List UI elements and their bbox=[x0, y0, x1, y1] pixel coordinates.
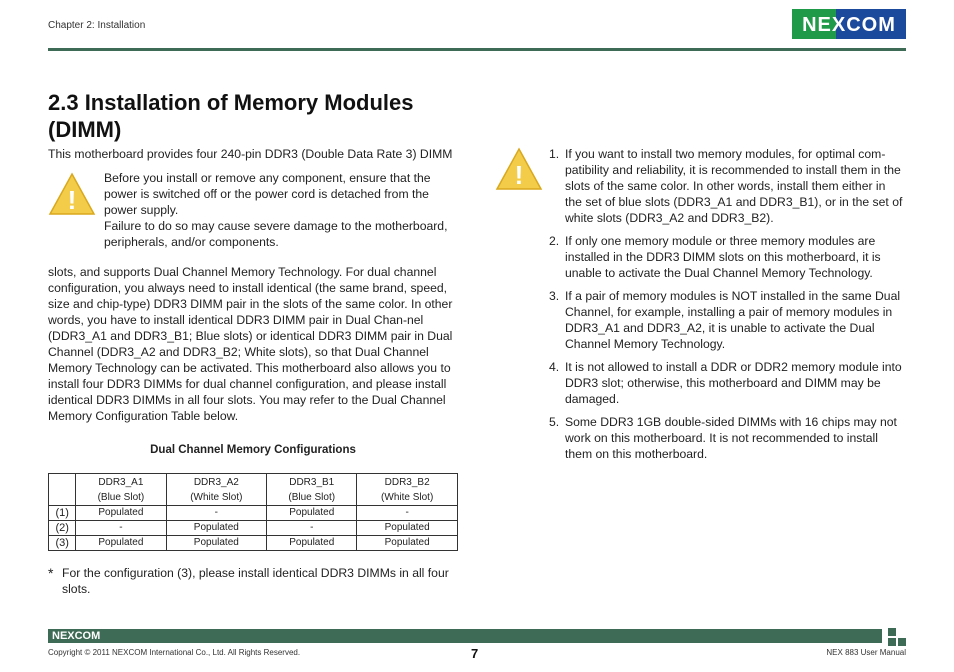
table-cell: - bbox=[76, 521, 166, 536]
table-row bbox=[49, 506, 458, 521]
list-item bbox=[549, 288, 905, 352]
header-cell bbox=[76, 474, 166, 506]
table-cell: - bbox=[166, 506, 267, 521]
copyright-text: Copyright © 2011 NEXCOM International Co., Ltd. All Rights Reserved. bbox=[48, 648, 301, 657]
table-cell: - bbox=[267, 521, 357, 536]
notes-list bbox=[549, 146, 905, 469]
header-color: (Blue Slot) bbox=[97, 491, 145, 503]
header-color: (White Slot) bbox=[190, 491, 243, 503]
header-slot: DDR3_B1 bbox=[289, 476, 335, 488]
header-cell bbox=[357, 474, 458, 506]
corner-squares-icon bbox=[888, 628, 906, 646]
footer-logo: NEXCOM bbox=[52, 630, 101, 642]
header-slot: DDR3_A2 bbox=[193, 476, 239, 488]
page-title: 2.3 Installation of Memory Modules (DIMM) bbox=[48, 90, 414, 142]
memory-config-table bbox=[48, 473, 458, 551]
table-title: Dual Channel Memory Configurations bbox=[150, 444, 356, 456]
list-text: If a pair of memory modules is NOT installed in the same Dual Channel, for example, installing a pair of memory modules in DDR3_A1 and DDR3_A2, it is unable to activate the Dual Channel Memory Technology. bbox=[565, 289, 901, 351]
table-header-row bbox=[49, 474, 458, 506]
list-text: It is not allowed to install a DDR or DDR2 memory module into DDR3 slot; otherwise, this motherboard and DIMM may be damaged. bbox=[565, 360, 902, 406]
table-cell: Populated bbox=[166, 521, 267, 536]
list-item bbox=[549, 359, 905, 407]
row-label: (1) bbox=[49, 506, 76, 521]
table-cell: Populated bbox=[76, 506, 166, 521]
main-paragraph: slots, and supports Dual Channel Memory Technology. For dual channel configuration, you always need to install identical (the same brand, speed, size and chip-type) DDR3 DIMM pair in the slots of the same color. In other words, you have to install identical DDR3 DIMM pair in Dual Chan-nel (DDR3_A1 and DDR3_B1; Blue slots) or identical DDR3 DIMM pair in Dual Channel (DDR3_A2 and DDR3_B2; White slots), so that Dual Channel Memory Technology can be activated. This motherboard also allows you to install four DDR3 DIMMs for dual channel configuration, and please install identical DDR3 DIMMs in all four slots. You may refer to the Dual Channel Memory Configuration Table below. bbox=[48, 265, 453, 423]
list-number: 4. bbox=[549, 360, 560, 374]
list-item bbox=[549, 146, 905, 226]
manual-name: NEX 883 User Manual bbox=[826, 648, 906, 657]
row-label: (2) bbox=[49, 521, 76, 536]
table-row bbox=[49, 536, 458, 551]
table-corner-cell bbox=[49, 474, 76, 506]
list-number: 2. bbox=[549, 234, 560, 248]
list-text: If you want to install two memory modules, for optimal com-patibility and reliability, it is recommended to install them in the slots of the same color. In other words, install them either in the set of blue slots (DDR3_A1 and DDR3_B1), or in the set of white slots (DDR3_A2 and DDR3_B2). bbox=[565, 147, 903, 225]
table-cell: Populated bbox=[267, 506, 357, 521]
list-item bbox=[549, 414, 905, 462]
list-text: If only one memory module or three memory modules are installed in the DDR3 DIMM slots on this motherboard, it is unable to activate the Dual Channel Memory Technology. bbox=[565, 234, 881, 280]
list-number: 5. bbox=[549, 415, 560, 429]
header-rule bbox=[48, 48, 906, 51]
table-cell: Populated bbox=[267, 536, 357, 551]
header-cell bbox=[166, 474, 267, 506]
svg-text:!: ! bbox=[67, 185, 77, 215]
chapter-label: Chapter 2: Installation bbox=[48, 20, 146, 31]
list-text: Some DDR3 1GB double-sided DIMMs with 16 chips may not work on this motherboard. It is not recommended to install them on this motherboard. bbox=[565, 415, 897, 461]
table-cell: Populated bbox=[76, 536, 166, 551]
note-text: For the configuration (3), please install identical DDR3 DIMMs in all four slots. bbox=[62, 566, 449, 596]
row-label: (3) bbox=[49, 536, 76, 551]
warning-triangle-icon bbox=[495, 147, 543, 191]
list-number: 3. bbox=[549, 289, 560, 303]
list-number: 1. bbox=[549, 147, 560, 161]
table-row bbox=[49, 521, 458, 536]
note-asterisk: * bbox=[48, 565, 54, 581]
list-item bbox=[549, 233, 905, 281]
footer-bar bbox=[48, 629, 882, 643]
warning-line-2: Failure to do so may cause severe damage to the motherboard, peripherals, and/or components. bbox=[104, 219, 448, 249]
warning-text bbox=[104, 170, 464, 250]
header-color: (White Slot) bbox=[381, 491, 434, 503]
header-cell bbox=[267, 474, 357, 506]
table-cell: - bbox=[357, 506, 458, 521]
table-cell: Populated bbox=[357, 521, 458, 536]
svg-text:!: ! bbox=[514, 160, 524, 190]
svg-text:NEXCOM: NEXCOM bbox=[802, 14, 896, 36]
page-number: 7 bbox=[471, 646, 479, 661]
warning-triangle-icon bbox=[48, 172, 96, 216]
intro-text: This motherboard provides four 240-pin DDR3 (Double Data Rate 3) DIMM bbox=[48, 147, 453, 161]
header-slot: DDR3_A1 bbox=[98, 476, 144, 488]
table-cell: Populated bbox=[357, 536, 458, 551]
header-color: (Blue Slot) bbox=[288, 491, 336, 503]
header-slot: DDR3_B2 bbox=[384, 476, 430, 488]
table-cell: Populated bbox=[166, 536, 267, 551]
nexcom-logo bbox=[792, 9, 906, 39]
warning-line-1: Before you install or remove any component, ensure that the power is switched off or the power cord is detached from the power supply. bbox=[104, 171, 431, 217]
